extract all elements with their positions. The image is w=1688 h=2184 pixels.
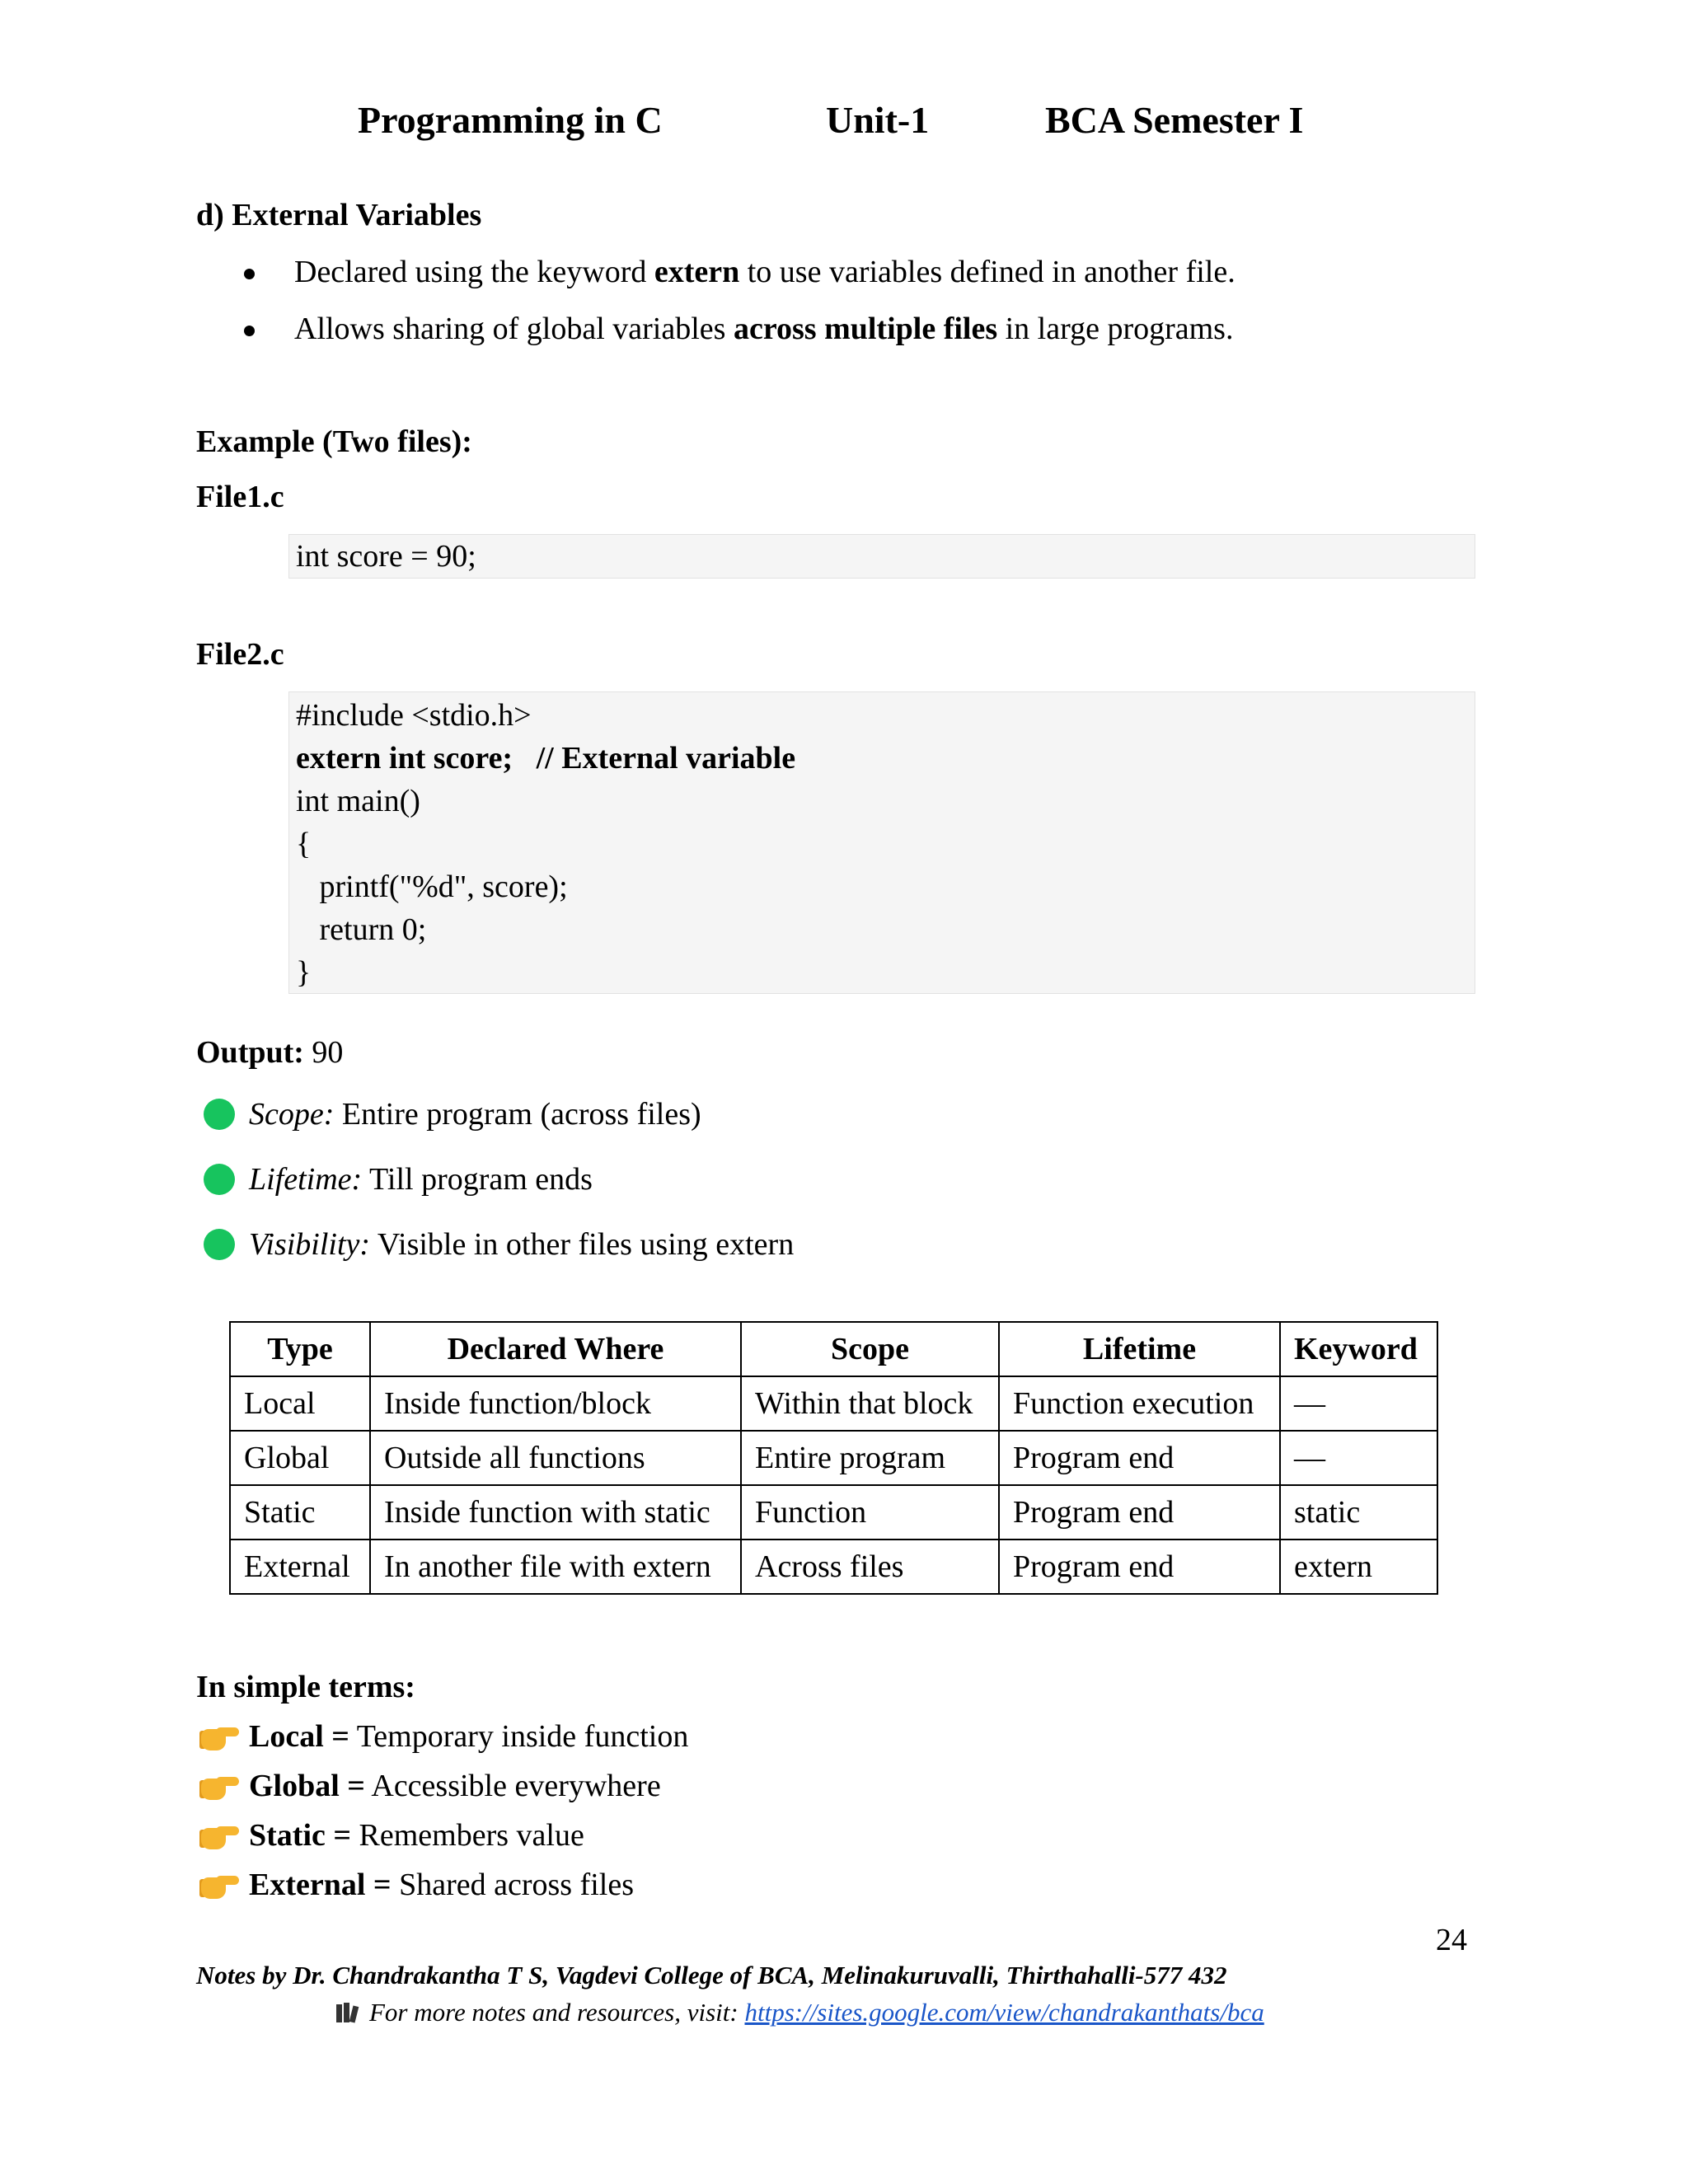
output-line: Output: 90 [196,1035,344,1070]
variable-types-table [229,1321,1438,1595]
table-cell: Global [230,1431,370,1485]
property-item: Lifetime: Till program ends [249,1162,593,1197]
table-cell: Program end [999,1431,1280,1485]
term-item: External = Shared across files [249,1868,634,1902]
table-cell: static [1280,1485,1437,1540]
pointing-hand-icon [199,1770,241,1802]
code-line: extern int score; // External variable [296,741,796,776]
table-cell: Function execution [999,1376,1280,1431]
file2-code-block [288,691,1475,994]
file1-label: File1.c [196,480,284,514]
bullet-item: Declared using the keyword extern to use variables defined in another file. [294,255,1236,289]
books-icon [336,2003,361,2022]
green-circle-icon [204,1164,235,1195]
bullet-icon [244,269,255,279]
table-cell: Program end [999,1540,1280,1594]
table-cell: Inside function/block [370,1376,741,1431]
example-heading: Example (Two files): [196,424,472,459]
column-header: Declared Where [370,1322,741,1376]
table-header-row [230,1322,1437,1376]
term-item: Local = Temporary inside function [249,1719,689,1754]
bullet-icon [244,326,255,336]
code-line: int main() [296,784,420,818]
section-heading: d) External Variables [196,198,482,232]
table-cell: Program end [999,1485,1280,1540]
footer-notes: Notes by Dr. Chandrakantha T S, Vagdevi College of BCA, Melinakuruvalli, Thirthahalli-577 432 [196,1961,1227,1990]
table-cell: Local [230,1376,370,1431]
pointing-hand-icon [199,1820,241,1851]
pointing-hand-icon [199,1869,241,1900]
table-row [230,1540,1437,1594]
page-number: 24 [1436,1923,1467,1957]
table-cell: extern [1280,1540,1437,1594]
column-header: Type [230,1322,370,1376]
header-course: BCA Semester I [1045,99,1304,141]
table-row [230,1376,1437,1431]
table-cell: — [1280,1376,1437,1431]
header-unit: Unit-1 [826,99,930,141]
table-cell: In another file with extern [370,1540,741,1594]
simple-terms-heading: In simple terms: [196,1670,415,1704]
file1-code-block [288,534,1475,579]
table-cell: Within that block [741,1376,999,1431]
header-subject: Programming in C [358,99,663,141]
code-line: int score = 90; [296,539,476,574]
column-header: Lifetime [999,1322,1280,1376]
property-item: Scope: Entire program (across files) [249,1097,701,1132]
table-cell: External [230,1540,370,1594]
footer-visit: For more notes and resources, visit: https://sites.google.com/view/chandrakanthats/bca [336,1996,1264,2029]
table-cell: Entire program [741,1431,999,1485]
term-item: Global = Accessible everywhere [249,1769,661,1803]
table-cell: Inside function with static [370,1485,741,1540]
code-line: } [296,955,312,990]
code-line: return 0; [296,912,427,947]
pointing-hand-icon [199,1721,241,1752]
footer-link[interactable]: https://sites.google.com/view/chandrakanthats/bca [744,1998,1264,2027]
table-row [230,1431,1437,1485]
term-item: Static = Remembers value [249,1818,584,1853]
green-circle-icon [204,1229,235,1260]
green-circle-icon [204,1099,235,1130]
property-item: Visibility: Visible in other files using extern [249,1227,795,1262]
table-row [230,1485,1437,1540]
code-line: printf("%d", score); [296,869,568,904]
bullet-item: Allows sharing of global variables across multiple files in large programs. [294,312,1234,346]
table-cell: Outside all functions [370,1431,741,1485]
code-line: { [296,827,312,861]
table-cell: Across files [741,1540,999,1594]
table-cell: Static [230,1485,370,1540]
table-cell: Function [741,1485,999,1540]
file2-label: File2.c [196,637,284,672]
table-cell: — [1280,1431,1437,1485]
column-header: Keyword [1280,1322,1437,1376]
code-line: #include <stdio.h> [296,698,532,733]
column-header: Scope [741,1322,999,1376]
